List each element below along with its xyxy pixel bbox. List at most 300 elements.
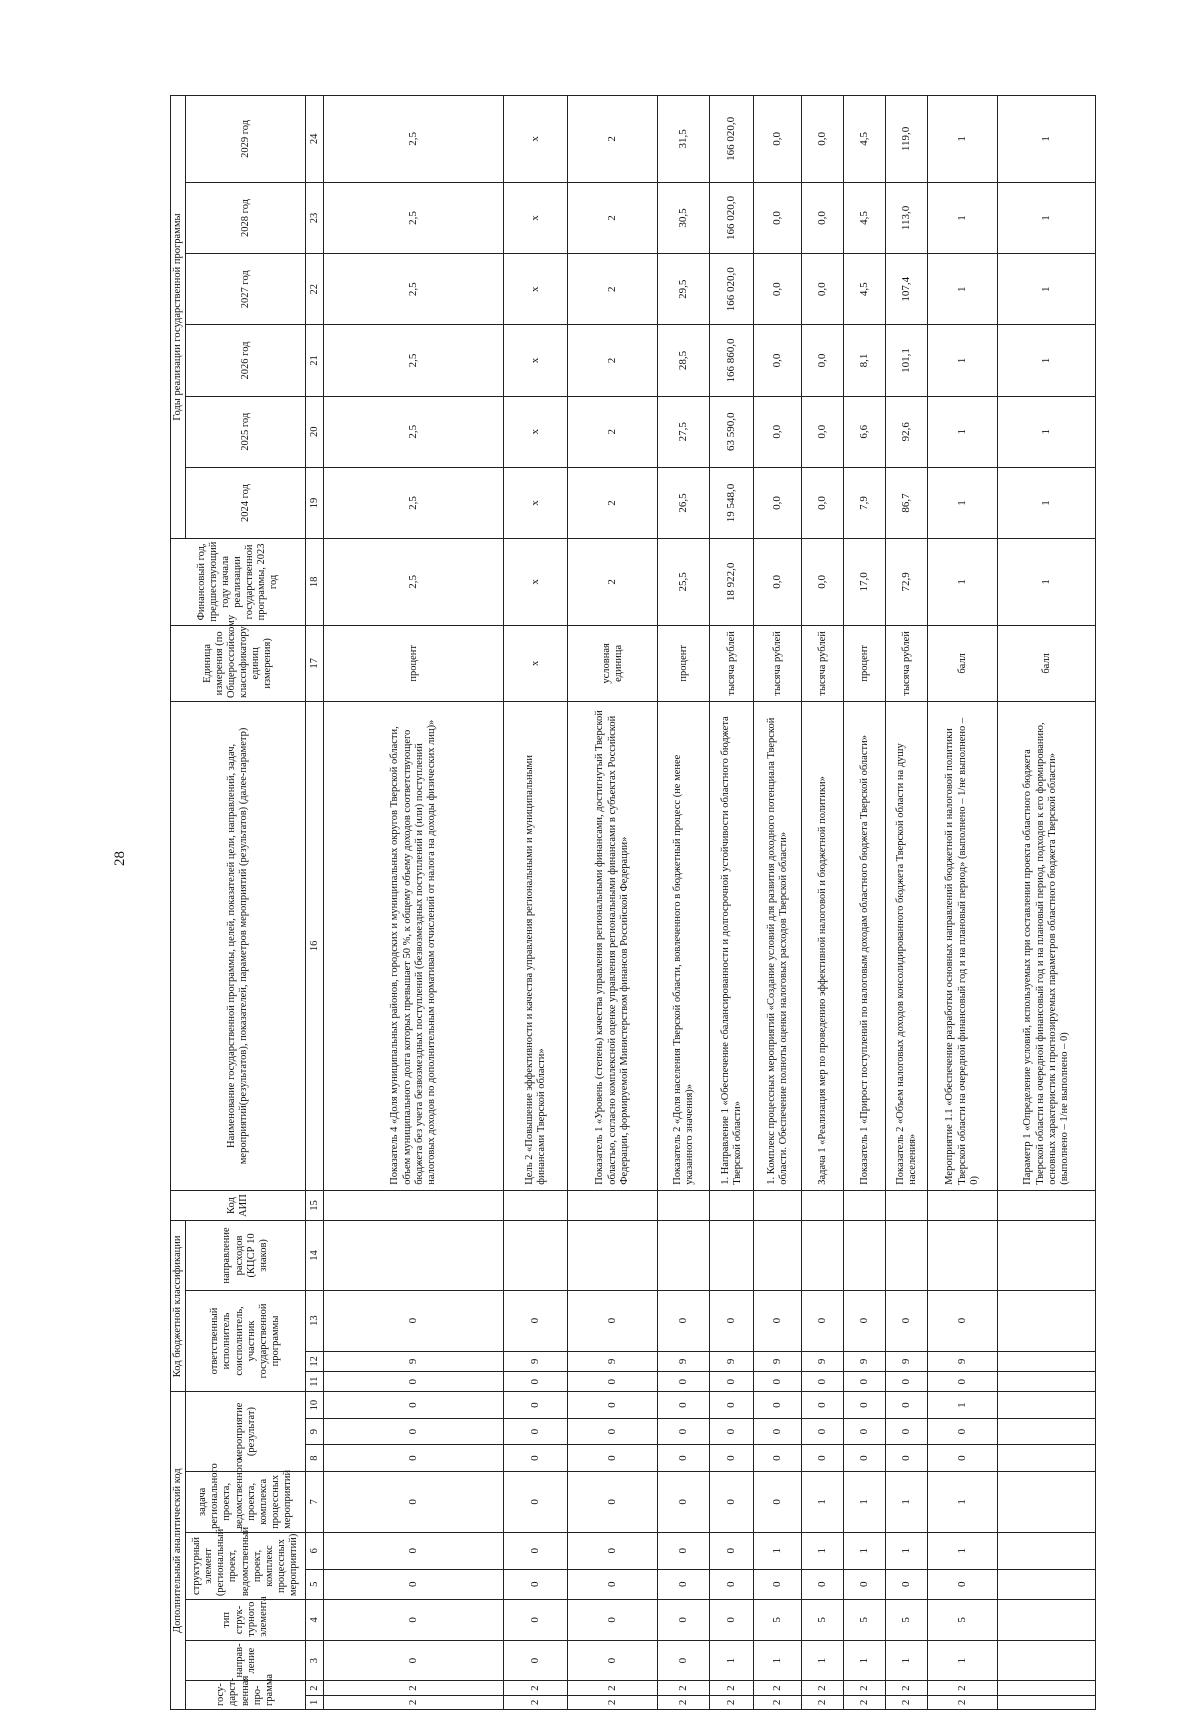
code-cell: 0 [504, 1445, 568, 1471]
row-year-value: 7,9 [844, 467, 886, 538]
table-row [998, 96, 1096, 1710]
row-year-value: 0,0 [802, 325, 844, 396]
row-year-value: 119,0 [886, 96, 928, 183]
code-cell: 0 [754, 1290, 802, 1351]
header-struct: структурный элемент (региональный проект, ведомственный проект, комплекс процессных мероприятий) [186, 1532, 306, 1599]
code-cell: 0 [710, 1290, 754, 1351]
column-numbers-row [306, 96, 324, 1710]
column-number: 16 [306, 702, 324, 1191]
column-number: 17 [306, 625, 324, 701]
code-cell: 0 [710, 1445, 754, 1471]
row-year-value: 4,5 [844, 254, 886, 325]
row-base-value: 0,0 [802, 539, 844, 626]
code-cell: 0 [802, 1445, 844, 1471]
code-cell: 2 [324, 1681, 504, 1695]
row-year-value: 0,0 [754, 254, 802, 325]
row-year-value: 1 [928, 467, 998, 538]
row-year-value: 1 [928, 396, 998, 467]
code-cell: 0 [658, 1372, 710, 1392]
row-year-value: 0,0 [802, 182, 844, 253]
code-cell: 0 [504, 1569, 568, 1600]
row-year-value: 2,5 [324, 96, 504, 183]
table-row [886, 96, 928, 1710]
code-cell: 2 [844, 1681, 886, 1695]
code-cell: 0 [658, 1532, 710, 1569]
aip-cell [754, 1190, 802, 1221]
code-cell: 0 [568, 1471, 658, 1532]
row-year-value: 29,5 [658, 254, 710, 325]
aip-cell [886, 1190, 928, 1221]
header-year-2026: 2026 год [186, 325, 306, 396]
column-number: 11 [306, 1372, 324, 1392]
code-cell: 0 [886, 1418, 928, 1444]
column-number: 9 [306, 1418, 324, 1444]
code-cell [998, 1681, 1096, 1695]
code-cell: 1 [802, 1640, 844, 1681]
row-year-value: 2 [568, 325, 658, 396]
row-name: Задача 1 «Реализация мер по проведению эффективной налоговой и бюджетной политики» [802, 702, 844, 1191]
code-cell: 0 [844, 1569, 886, 1600]
header-year-2029: 2029 год [186, 96, 306, 183]
row-unit: балл [928, 625, 998, 701]
column-number: 13 [306, 1290, 324, 1351]
code-cell: 0 [658, 1640, 710, 1681]
column-number: 23 [306, 182, 324, 253]
code-cell: 0 [802, 1418, 844, 1444]
row-year-value: х [504, 96, 568, 183]
code-cell: 9 [658, 1351, 710, 1371]
aip-cell [844, 1190, 886, 1221]
code-cell: 9 [844, 1351, 886, 1371]
code-cell: 0 [568, 1392, 658, 1419]
code-cell: 0 [754, 1392, 802, 1419]
code-cell: 2 [886, 1695, 928, 1709]
column-number: 3 [306, 1640, 324, 1681]
code-cell: 0 [324, 1569, 504, 1600]
header-dir: направ-ление [186, 1640, 306, 1681]
code-cell: 0 [568, 1569, 658, 1600]
code-cell [998, 1569, 1096, 1600]
row-year-value: 2 [568, 254, 658, 325]
code-cell: 0 [504, 1290, 568, 1351]
row-year-value: 31,5 [658, 96, 710, 183]
header-years-group: Годы реализации государственной программы [171, 96, 186, 539]
code-cell: 0 [844, 1392, 886, 1419]
column-number: 14 [306, 1221, 324, 1290]
code-cell: 1 [710, 1640, 754, 1681]
header-base-year: Финансовый год, предшествующий году начала реализации государственной программы, 2023 год [171, 539, 306, 626]
column-number: 12 [306, 1351, 324, 1371]
code-cell: 0 [886, 1569, 928, 1600]
code-cell [998, 1372, 1096, 1392]
code-cell [998, 1471, 1096, 1532]
code-cell: 2 [802, 1695, 844, 1709]
dirs-cell [754, 1221, 802, 1290]
code-cell: 2 [928, 1681, 998, 1695]
row-year-value: 1 [928, 182, 998, 253]
row-year-value: 26,5 [658, 467, 710, 538]
code-cell: 0 [504, 1640, 568, 1681]
code-cell: 0 [658, 1290, 710, 1351]
row-year-value: 2,5 [324, 325, 504, 396]
code-cell: 0 [802, 1372, 844, 1392]
row-year-value: 1 [998, 325, 1096, 396]
code-cell: 0 [504, 1372, 568, 1392]
row-year-value: 2,5 [324, 467, 504, 538]
row-unit: тысяча рублей [802, 625, 844, 701]
row-unit: балл [998, 625, 1096, 701]
row-year-value: 1 [998, 96, 1096, 183]
row-year-value: х [504, 325, 568, 396]
row-year-value: 1 [928, 254, 998, 325]
column-number: 19 [306, 467, 324, 538]
column-number: 5 [306, 1569, 324, 1600]
row-year-value: 166 020,0 [710, 254, 754, 325]
code-cell: 0 [928, 1569, 998, 1600]
code-cell: 2 [568, 1681, 658, 1695]
column-number: 24 [306, 96, 324, 183]
dirs-cell [802, 1221, 844, 1290]
code-cell: 1 [928, 1392, 998, 1419]
dirs-cell [710, 1221, 754, 1290]
row-year-value: 28,5 [658, 325, 710, 396]
code-cell: 0 [658, 1418, 710, 1444]
code-cell [998, 1695, 1096, 1709]
code-cell: 0 [710, 1532, 754, 1569]
table-row [754, 96, 802, 1710]
row-name: Цель 2 «Повышение эффективности и качества управления региональными и муниципальными финансами Тверской области» [504, 702, 568, 1191]
code-cell: 2 [844, 1695, 886, 1709]
header-name: Наименование государственной программы, целей, показателей цели, направлений, задач, мероприятий(результатов), показателей, параметров мероприятий (результатов) (далее-параметр) [171, 702, 306, 1191]
code-cell: 1 [886, 1532, 928, 1569]
row-name: Показатель 1 «Уровень (степень) качества управления региональными финансами, достигнутый Тверской областью, согласно комплексной оценке управления региональными финансами в субъектах Российской Федерации, формируемой Министерством финансов Российской Федерации» [568, 702, 658, 1191]
code-cell: 2 [504, 1681, 568, 1695]
aip-cell [324, 1190, 504, 1221]
code-cell: 0 [324, 1372, 504, 1392]
header-event: мероприятие (результат) [186, 1392, 306, 1471]
code-cell: 0 [710, 1372, 754, 1392]
header-year-2028: 2028 год [186, 182, 306, 253]
code-cell: 9 [324, 1351, 504, 1371]
code-cell: 1 [754, 1640, 802, 1681]
code-cell: 0 [928, 1418, 998, 1444]
rotated-table-container [170, 95, 1200, 1710]
code-cell: 0 [754, 1418, 802, 1444]
row-name: 1. Направление 1 «Обеспечение сбалансированности и долгосрочной устойчивости областного бюджета Тверской области» [710, 702, 754, 1191]
code-cell: 0 [504, 1418, 568, 1444]
code-cell: 0 [504, 1471, 568, 1532]
code-cell: 0 [324, 1640, 504, 1681]
column-number: 1 [306, 1695, 324, 1709]
code-cell: 0 [802, 1392, 844, 1419]
code-cell: 0 [658, 1445, 710, 1471]
code-cell: 1 [754, 1532, 802, 1569]
code-cell: 0 [324, 1445, 504, 1471]
code-cell: 2 [886, 1681, 928, 1695]
code-cell: 2 [754, 1681, 802, 1695]
dirs-cell [844, 1221, 886, 1290]
row-year-value: 8,1 [844, 325, 886, 396]
code-cell: 0 [710, 1392, 754, 1419]
row-base-value: х [504, 539, 568, 626]
code-cell: 0 [568, 1290, 658, 1351]
row-unit: х [504, 625, 568, 701]
row-base-value: 2 [568, 539, 658, 626]
code-cell: 0 [658, 1569, 710, 1600]
code-cell: 0 [324, 1532, 504, 1569]
code-cell: 0 [844, 1418, 886, 1444]
code-cell: 0 [802, 1290, 844, 1351]
column-number: 21 [306, 325, 324, 396]
code-cell: 1 [886, 1471, 928, 1532]
row-base-value: 17,0 [844, 539, 886, 626]
row-year-value: 19 548,0 [710, 467, 754, 538]
code-cell: 0 [754, 1471, 802, 1532]
header-type: тип струк-турного элемента [186, 1600, 306, 1641]
row-year-value: х [504, 182, 568, 253]
row-year-value: 1 [998, 467, 1096, 538]
code-cell: 0 [844, 1445, 886, 1471]
aip-cell [504, 1190, 568, 1221]
header-year-2025: 2025 год [186, 396, 306, 467]
row-year-value: 2 [568, 396, 658, 467]
column-number: 22 [306, 254, 324, 325]
dirs-cell [568, 1221, 658, 1290]
header-year-2027: 2027 год [186, 254, 306, 325]
code-cell: 0 [568, 1418, 658, 1444]
row-unit: процент [658, 625, 710, 701]
code-cell: 0 [504, 1600, 568, 1641]
code-cell [998, 1392, 1096, 1419]
row-year-value: х [504, 254, 568, 325]
code-cell [998, 1445, 1096, 1471]
row-year-value: х [504, 467, 568, 538]
table-row [568, 96, 658, 1710]
code-cell: 1 [928, 1640, 998, 1681]
row-year-value: 2 [568, 96, 658, 183]
aip-cell [928, 1190, 998, 1221]
row-unit: тысяча рублей [754, 625, 802, 701]
row-unit: условная единица [568, 625, 658, 701]
row-year-value: 1 [928, 325, 998, 396]
code-cell: 0 [754, 1372, 802, 1392]
row-year-value: 2,5 [324, 396, 504, 467]
code-cell: 5 [886, 1600, 928, 1641]
dirs-cell [998, 1221, 1096, 1290]
row-year-value: 1 [998, 254, 1096, 325]
code-cell: 2 [324, 1695, 504, 1709]
code-cell: 0 [754, 1569, 802, 1600]
column-number: 20 [306, 396, 324, 467]
code-cell: 1 [802, 1471, 844, 1532]
code-cell: 0 [710, 1600, 754, 1641]
row-base-value: 25,5 [658, 539, 710, 626]
code-cell: 2 [504, 1695, 568, 1709]
row-year-value: 166 860,0 [710, 325, 754, 396]
row-year-value: 1 [998, 182, 1096, 253]
code-cell: 0 [844, 1290, 886, 1351]
table-row [802, 96, 844, 1710]
code-cell: 0 [754, 1445, 802, 1471]
code-cell: 9 [754, 1351, 802, 1371]
code-cell: 0 [658, 1392, 710, 1419]
row-base-value: 0,0 [754, 539, 802, 626]
code-cell: 0 [886, 1372, 928, 1392]
row-year-value: 107,4 [886, 254, 928, 325]
row-year-value: 27,5 [658, 396, 710, 467]
code-cell: 0 [658, 1600, 710, 1641]
row-year-value: 0,0 [754, 96, 802, 183]
code-cell: 2 [802, 1681, 844, 1695]
row-name: Мероприятие 1.1 «Обеспечение разработки основных направлений бюджетной и налоговой политики Тверской области на очередной финансовый год и на плановый период» (выполнено – 1/не выполнено – 0) [928, 702, 998, 1191]
code-cell [998, 1640, 1096, 1681]
row-unit: процент [324, 625, 504, 701]
dirs-cell [658, 1221, 710, 1290]
code-cell: 5 [754, 1600, 802, 1641]
code-cell: 9 [710, 1351, 754, 1371]
row-year-value: 0,0 [754, 467, 802, 538]
row-year-value: 4,5 [844, 96, 886, 183]
code-cell: 9 [504, 1351, 568, 1371]
code-cell: 9 [568, 1351, 658, 1371]
row-year-value: 0,0 [802, 254, 844, 325]
dirs-cell [324, 1221, 504, 1290]
header-year-2024: 2024 год [186, 467, 306, 538]
page-number: 28 [112, 851, 128, 866]
column-number: 4 [306, 1600, 324, 1641]
code-cell: 9 [928, 1351, 998, 1371]
code-cell: 1 [844, 1640, 886, 1681]
row-year-value: 2,5 [324, 182, 504, 253]
code-cell: 0 [324, 1600, 504, 1641]
table-body [324, 96, 1096, 1710]
code-cell [998, 1600, 1096, 1641]
row-year-value: х [504, 396, 568, 467]
aip-cell [658, 1190, 710, 1221]
code-cell: 5 [844, 1600, 886, 1641]
header-unit: Единица измерения (по Общероссийскому классификатору единиц измерения) [171, 625, 306, 701]
row-base-value: 2,5 [324, 539, 504, 626]
code-cell: 0 [710, 1471, 754, 1532]
row-year-value: 86,7 [886, 467, 928, 538]
header-task: задача регионального проекта, ведомственного проекта, комплекса процессных мероприятий [186, 1471, 306, 1532]
code-cell: 0 [504, 1392, 568, 1419]
row-year-value: 166 020,0 [710, 96, 754, 183]
code-cell: 0 [568, 1640, 658, 1681]
code-cell: 0 [568, 1600, 658, 1641]
code-cell: 0 [886, 1290, 928, 1351]
row-base-value: 18 922,0 [710, 539, 754, 626]
code-cell [998, 1351, 1096, 1371]
code-cell: 1 [928, 1532, 998, 1569]
row-year-value: 0,0 [802, 396, 844, 467]
row-year-value: 166 020,0 [710, 182, 754, 253]
row-base-value: 1 [928, 539, 998, 626]
code-cell: 0 [504, 1532, 568, 1569]
row-year-value: 0,0 [802, 96, 844, 183]
row-year-value: 63 590,0 [710, 396, 754, 467]
code-cell: 1 [928, 1471, 998, 1532]
dirs-cell [886, 1221, 928, 1290]
code-cell [998, 1532, 1096, 1569]
code-cell: 0 [802, 1569, 844, 1600]
code-cell [998, 1290, 1096, 1351]
row-year-value: 113,0 [886, 182, 928, 253]
code-cell: 0 [658, 1471, 710, 1532]
column-number: 7 [306, 1471, 324, 1532]
table-row [710, 96, 754, 1710]
code-cell: 0 [568, 1445, 658, 1471]
row-base-value: 72,9 [886, 539, 928, 626]
code-cell: 2 [928, 1695, 998, 1709]
row-unit: тысяча рублей [886, 625, 928, 701]
row-year-value: 0,0 [754, 325, 802, 396]
table-row [324, 96, 504, 1710]
code-cell: 2 [658, 1695, 710, 1709]
code-cell: 0 [324, 1471, 504, 1532]
code-cell: 2 [754, 1695, 802, 1709]
code-cell: 2 [710, 1695, 754, 1709]
code-cell: 1 [886, 1640, 928, 1681]
row-name: Показатель 1 «Прирост поступлений по налоговым доходам областного бюджета Тверской области» [844, 702, 886, 1191]
code-cell: 0 [928, 1372, 998, 1392]
row-year-value: 1 [928, 96, 998, 183]
code-cell [998, 1418, 1096, 1444]
code-cell: 0 [324, 1290, 504, 1351]
aip-cell [998, 1190, 1096, 1221]
row-unit: процент [844, 625, 886, 701]
row-name: Показатель 2 «Доля населения Тверской области, вовлеченного в бюджетный процесс (не менее указанного значения)» [658, 702, 710, 1191]
column-number: 15 [306, 1190, 324, 1221]
row-year-value: 0,0 [802, 467, 844, 538]
table-row [504, 96, 568, 1710]
code-cell: 0 [886, 1392, 928, 1419]
row-name: Показатель 4 «Доля муниципальных районов, городских и муниципальных округов Тверской области, объем муниципального долга которых превышает 50 %, к общему объему доходов соответствующего бюджета без учета безвозмездных поступлений (безвозмездных поступлений и (или) поступлений налоговых доходов по дополнительным нормативам отчислений от налога на доходы физических лиц)» [324, 702, 504, 1191]
column-number: 18 [306, 539, 324, 626]
code-cell: 5 [928, 1600, 998, 1641]
code-cell: 1 [802, 1532, 844, 1569]
code-cell: 0 [568, 1532, 658, 1569]
header-aip: Код АИП [171, 1190, 306, 1221]
row-year-value: 30,5 [658, 182, 710, 253]
column-number: 6 [306, 1532, 324, 1569]
aip-cell [802, 1190, 844, 1221]
code-cell: 0 [710, 1418, 754, 1444]
code-cell: 9 [802, 1351, 844, 1371]
code-cell: 0 [844, 1372, 886, 1392]
code-cell: 1 [844, 1532, 886, 1569]
code-cell: 1 [844, 1471, 886, 1532]
row-year-value: 101,1 [886, 325, 928, 396]
program-table [170, 95, 1096, 1710]
code-cell: 0 [886, 1445, 928, 1471]
table-row [844, 96, 886, 1710]
code-cell: 0 [710, 1569, 754, 1600]
code-cell: 9 [886, 1351, 928, 1371]
header-resp: ответственный исполнитель соисполнитель, участник государственной программы [186, 1290, 306, 1392]
row-name: 1. Комплекс процессных мероприятий «Создание условий для развития доходного потенциала Тверской области. Обеспечение полноты оценки налоговых расходов Тверской области» [754, 702, 802, 1191]
code-cell: 0 [928, 1445, 998, 1471]
header-dac: Дополнительный аналитический код [171, 1392, 186, 1710]
row-name: Параметр 1 «Определение условий, используемых при составлении проекта областного бюджета Тверской области на очередной финансовый год и на плановый период, подходов к его формированию, основных характеристик и прогнозируемых параметров областного бюджета Тверской области» (выполнено – 1/не выполнено – 0) [998, 702, 1096, 1191]
code-cell: 0 [928, 1290, 998, 1351]
row-year-value: 0,0 [754, 182, 802, 253]
row-year-value: 2,5 [324, 254, 504, 325]
row-base-value: 1 [998, 539, 1096, 626]
row-year-value: 1 [998, 396, 1096, 467]
table-row [658, 96, 710, 1710]
code-cell: 0 [324, 1418, 504, 1444]
